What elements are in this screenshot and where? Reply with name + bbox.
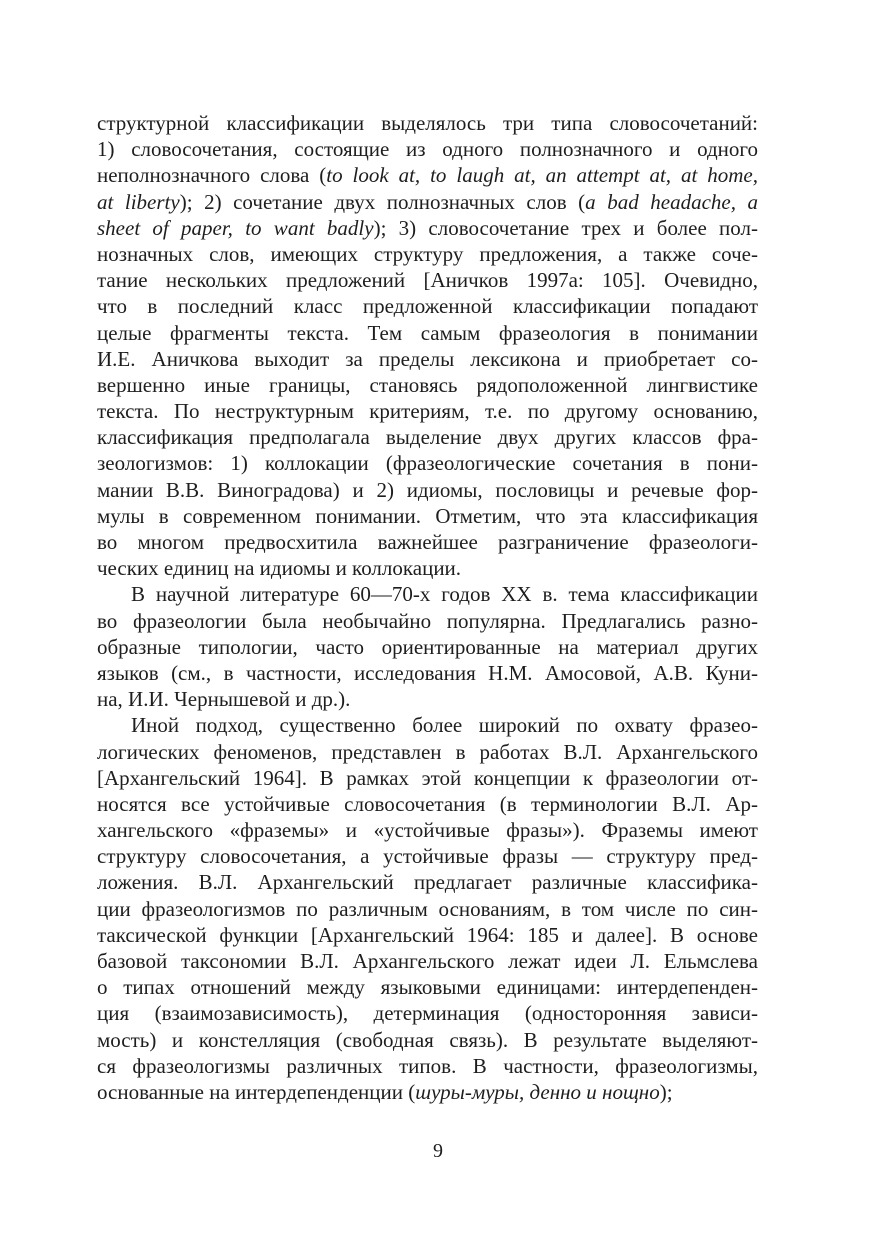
text-span: классификация предполагала выделение двух других классов фра- xyxy=(97,425,758,450)
text-span: носятся все устойчивые словосочетания (в терминологии В.Л. Ар- xyxy=(97,791,758,816)
text-line xyxy=(97,765,758,791)
italic-example: шуры-муры, денно и нощно xyxy=(415,1079,660,1104)
text-line xyxy=(97,1079,758,1105)
text-span: хангельского «фраземы» и «устойчивые фразы»). Фраземы имеют xyxy=(97,818,758,843)
text-span: о типах отношений между языковыми единицами: интердепенден- xyxy=(97,975,758,1000)
text-line xyxy=(97,136,758,162)
italic-example: at liberty xyxy=(97,189,180,214)
text-line xyxy=(97,922,758,948)
text-span: 1) словосочетания, состоящие из одного полнозначного и одного xyxy=(97,137,758,162)
text-line xyxy=(97,162,758,188)
text-line xyxy=(97,608,758,634)
text-span: основанные на интердепенденции ( xyxy=(97,1079,416,1104)
text-line xyxy=(97,372,758,398)
text-line xyxy=(97,634,758,660)
text-line xyxy=(97,346,758,372)
text-line xyxy=(97,320,758,346)
text-line xyxy=(97,215,758,241)
text-line xyxy=(97,477,758,503)
text-line xyxy=(97,293,758,319)
text-span: мость) и констелляция (свободная связь). В результате выделяют- xyxy=(97,1027,758,1052)
text-span: таксической функции [Архангельский 1964: 185 и далее]. В основе xyxy=(97,922,758,947)
paragraph xyxy=(97,581,758,712)
text-line xyxy=(97,686,758,712)
text-line xyxy=(97,660,758,686)
italic-example: a bad headache, a xyxy=(585,189,759,214)
text-span: ции фразеологизмов по различным основаниям, в том числе по син- xyxy=(97,896,758,921)
text-line xyxy=(97,424,758,450)
text-line xyxy=(97,712,758,738)
italic-example: sheet of paper, to want badly xyxy=(97,215,374,240)
text-line xyxy=(97,739,758,765)
text-line xyxy=(97,974,758,1000)
text-line xyxy=(97,948,758,974)
text-span: на, И.И. Чернышевой и др.). xyxy=(97,687,351,712)
text-span: ); xyxy=(659,1079,673,1104)
page-body xyxy=(97,110,758,1105)
text-span: образные типологии, часто ориентированные на материал других xyxy=(97,634,758,659)
text-line xyxy=(97,267,758,293)
text-span: мулы в современном понимании. Отметим, что эта классификация xyxy=(97,503,758,528)
text-line xyxy=(97,1053,758,1079)
text-line xyxy=(97,189,758,215)
text-line xyxy=(97,843,758,869)
text-span: Иной подход, существенно более широкий по охвату фразео- xyxy=(131,713,758,738)
text-line xyxy=(97,503,758,529)
text-span: логических феноменов, представлен в работах В.Л. Архангельского xyxy=(97,739,758,764)
text-span: нозначных слов, имеющих структуру предложения, а также соче- xyxy=(97,241,758,266)
text-span: что в последний класс предложенной классификации попадают xyxy=(97,294,758,319)
text-span: ция (взаимозависимость), детерминация (односторонняя зависи- xyxy=(97,1001,758,1026)
text-span: во многом предвосхитила важнейшее разграничение фразеологи- xyxy=(97,530,758,554)
paragraph xyxy=(97,110,758,581)
text-span: структуру словосочетания, а устойчивые фразы — структуру пред- xyxy=(97,844,758,869)
text-span: структурной классификации выделялось три типа словосочетаний: xyxy=(97,111,758,135)
text-span: ); 2) сочетание двух полнозначных слов ( xyxy=(179,189,586,214)
text-span: неполнозначного слова ( xyxy=(97,163,327,188)
text-line xyxy=(97,791,758,817)
text-line xyxy=(97,581,758,607)
text-line xyxy=(97,110,758,136)
text-span: ческих единиц на идиомы и коллокации. xyxy=(97,556,462,581)
text-line xyxy=(97,817,758,843)
text-line xyxy=(97,869,758,895)
text-line xyxy=(97,1000,758,1026)
text-line xyxy=(97,241,758,267)
text-line xyxy=(97,398,758,424)
italic-example: to look at, to laugh at, an attempt at, at home, xyxy=(326,163,758,188)
text-span: вершенно иные границы, становясь рядоположенной лингвистике xyxy=(97,372,758,397)
text-span: мании В.В. Виноградова) и 2) идиомы, пословицы и речевые фор- xyxy=(97,477,758,502)
text-span: целые фрагменты текста. Тем самым фразеология в понимании xyxy=(97,320,758,345)
text-span: ); 3) словосочетание трех и более пол- xyxy=(373,215,758,240)
page-number: 9 xyxy=(433,1140,443,1162)
text-span: [Архангельский 1964]. В рамках этой концепции к фразеологии от- xyxy=(97,765,758,790)
text-span: зеологизмов: 1) коллокации (фразеологические сочетания в пони- xyxy=(97,451,758,476)
text-span: языков (см., в частности, исследования Н.М. Амосовой, А.В. Куни- xyxy=(97,660,758,685)
text-span: текста. По неструктурным критериям, т.е. по другому основанию, xyxy=(97,399,758,424)
text-span: тание нескольких предложений [Аничков 1997а: 105]. Очевидно, xyxy=(97,268,758,293)
text-span: В научной литературе 60—70-х годов XX в. тема классификации xyxy=(131,582,758,607)
text-line xyxy=(97,1027,758,1053)
text-span: ложения. В.Л. Архангельский предлагает различные классифика- xyxy=(97,870,758,895)
text-span: И.Е. Аничкова выходит за пределы лексикона и приобретает со- xyxy=(97,346,758,371)
text-span: базовой таксономии В.Л. Архангельского лежат идеи Л. Ельмслева xyxy=(97,949,758,973)
text-line xyxy=(97,529,758,555)
text-line xyxy=(97,896,758,922)
text-line xyxy=(97,450,758,476)
text-line xyxy=(97,555,758,581)
text-span: во фразеологии была необычайно популярна. Предлагались разно- xyxy=(97,608,758,633)
paragraph xyxy=(97,712,758,1105)
text-span: ся фразеологизмы различных типов. В частности, фразеологизмы, xyxy=(97,1053,758,1078)
